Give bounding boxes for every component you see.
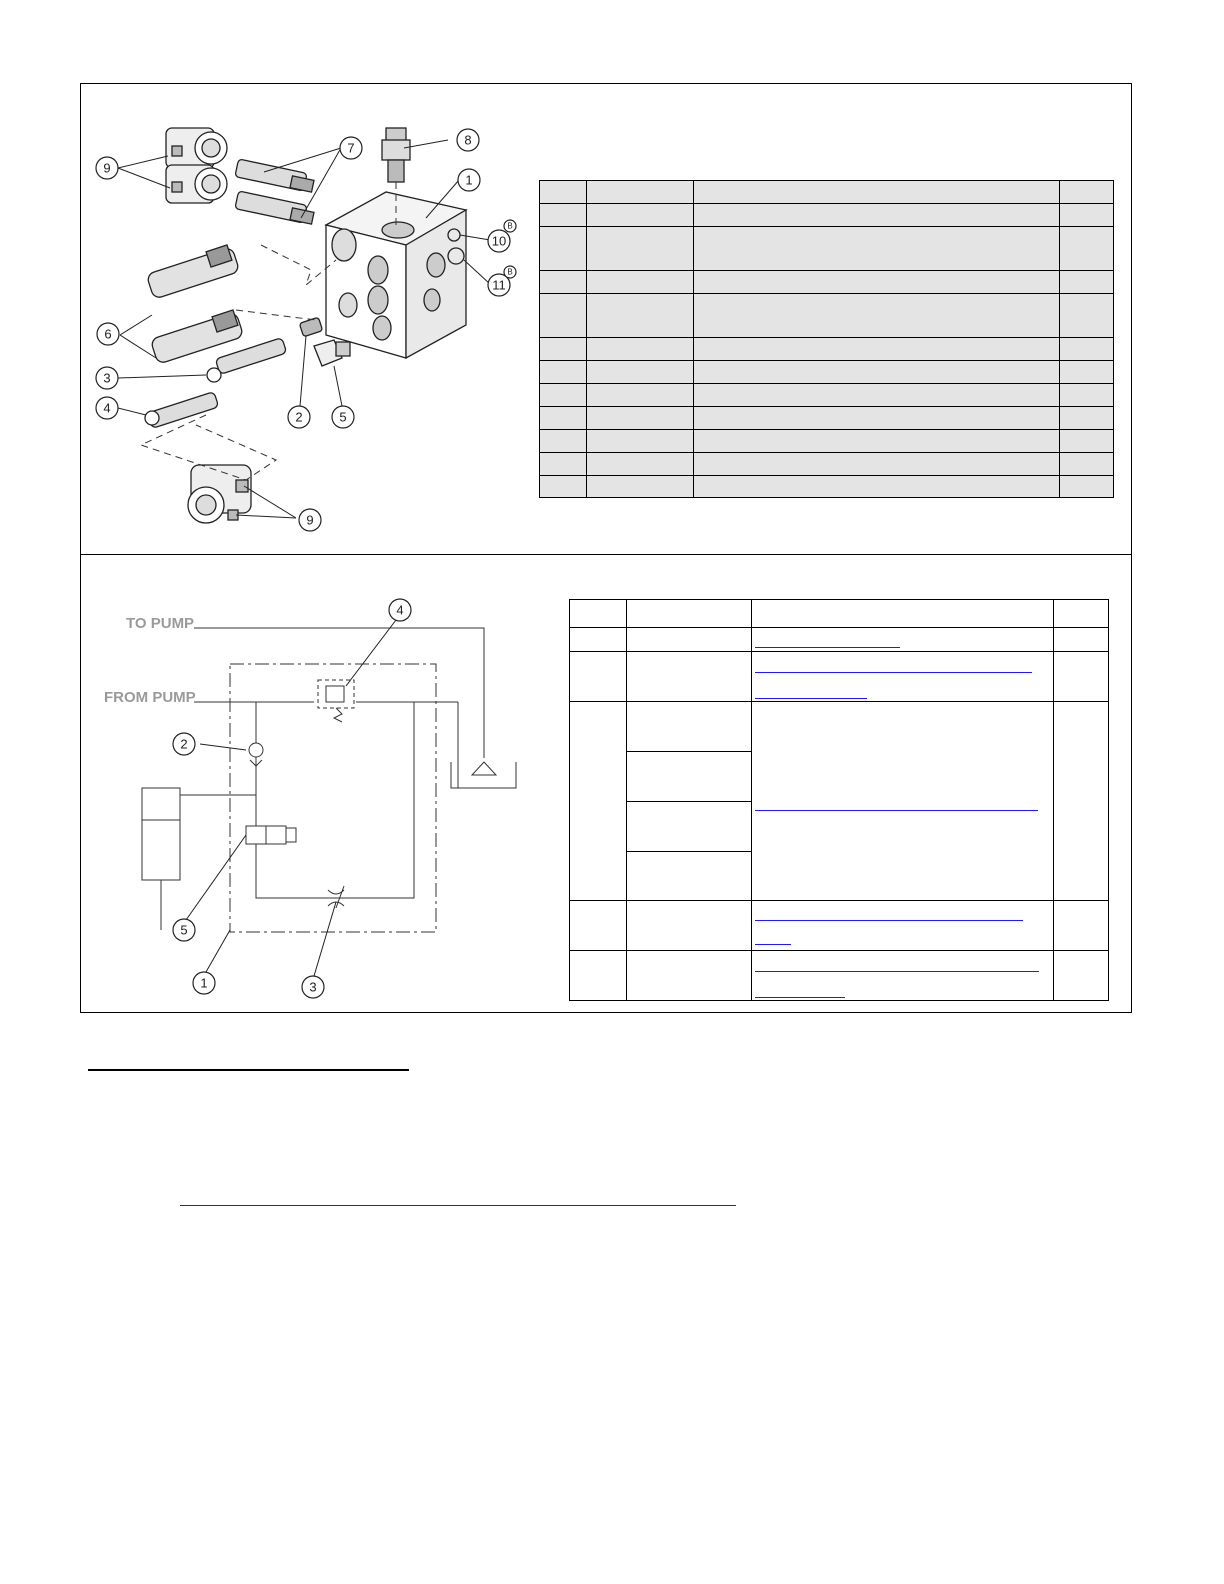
table-row [570, 628, 1109, 652]
table-row [570, 652, 1109, 702]
svg-text:4: 4 [396, 602, 404, 618]
table-link[interactable] [755, 971, 1039, 972]
table-row [570, 600, 1109, 628]
callout-2 [288, 406, 310, 428]
table-link[interactable] [755, 647, 900, 648]
table-row [540, 476, 1114, 498]
callout-5 [332, 406, 354, 428]
table-row [570, 702, 1109, 752]
svg-text:5: 5 [339, 409, 347, 425]
callout-3 [96, 367, 118, 389]
solenoid-coil-bottom [188, 465, 251, 523]
callout-7 [340, 137, 362, 159]
table-row [540, 204, 1114, 227]
plug-5 [314, 340, 350, 366]
svg-text:8: 8 [464, 132, 472, 148]
svg-text:5: 5 [180, 922, 188, 938]
callout-10 [488, 230, 510, 252]
svg-text:3: 3 [309, 979, 317, 995]
to-pump-label: TO PUMP [126, 615, 195, 632]
table-row [540, 338, 1114, 361]
svg-text:3: 3 [103, 370, 111, 386]
callout-4 [96, 397, 118, 419]
schematic-callout-1 [193, 972, 215, 994]
revision-mark-10 [504, 220, 516, 232]
schematic-callout-3 [302, 976, 324, 998]
section-divider [80, 554, 1132, 555]
kit-table [569, 599, 1109, 1001]
cartridge-valves-6 [146, 245, 244, 364]
solenoid-coil-top [166, 128, 227, 203]
manifold-block [326, 192, 466, 358]
exploded-view-drawing [86, 110, 526, 540]
section-heading-underline [88, 1069, 409, 1071]
table-row [540, 361, 1114, 384]
svg-text:9: 9 [103, 160, 111, 176]
table-row [540, 430, 1114, 453]
schematic-callout-4 [389, 599, 411, 621]
relief-cartridge-8 [382, 128, 410, 182]
svg-text:10: 10 [491, 233, 507, 249]
check-valve-2 [299, 317, 322, 336]
table-row [540, 227, 1114, 271]
table-row [540, 384, 1114, 407]
body-link[interactable] [180, 1205, 736, 1206]
table-link[interactable] [755, 944, 791, 945]
table-link[interactable] [755, 672, 1032, 673]
from-pump-label: FROM PUMP [104, 689, 196, 706]
svg-text:9: 9 [306, 512, 314, 528]
parts-list-table [539, 180, 1114, 498]
svg-text:1: 1 [200, 975, 208, 991]
table-link[interactable] [755, 810, 1038, 811]
callout-8 [457, 129, 479, 151]
table-row [540, 271, 1114, 294]
svg-text:2: 2 [180, 736, 188, 752]
svg-text:B: B [507, 267, 513, 277]
svg-text:6: 6 [104, 326, 112, 342]
table-row [570, 901, 1109, 951]
callout-6 [97, 323, 119, 345]
svg-text:1: 1 [465, 172, 473, 188]
schematic-callout-5 [173, 919, 195, 941]
hydraulic-schematic [96, 590, 546, 1005]
table-link[interactable] [755, 698, 867, 699]
table-link[interactable] [755, 997, 845, 998]
revision-mark-11 [504, 266, 516, 278]
table-row [570, 951, 1109, 1001]
table-row [540, 453, 1114, 476]
table-link[interactable] [755, 920, 1023, 921]
svg-text:2: 2 [295, 409, 303, 425]
svg-text:B: B [507, 221, 513, 231]
table-row [540, 407, 1114, 430]
solenoid-valve-4 [145, 392, 219, 429]
table-row [540, 181, 1114, 204]
callout-1 [458, 169, 480, 191]
svg-text:11: 11 [492, 277, 506, 293]
svg-text:7: 7 [347, 140, 355, 156]
callout-9-bottom [299, 509, 321, 531]
schematic-callout-2 [173, 733, 195, 755]
callout-9-top [96, 157, 118, 179]
svg-text:4: 4 [103, 400, 111, 416]
table-row [540, 294, 1114, 338]
